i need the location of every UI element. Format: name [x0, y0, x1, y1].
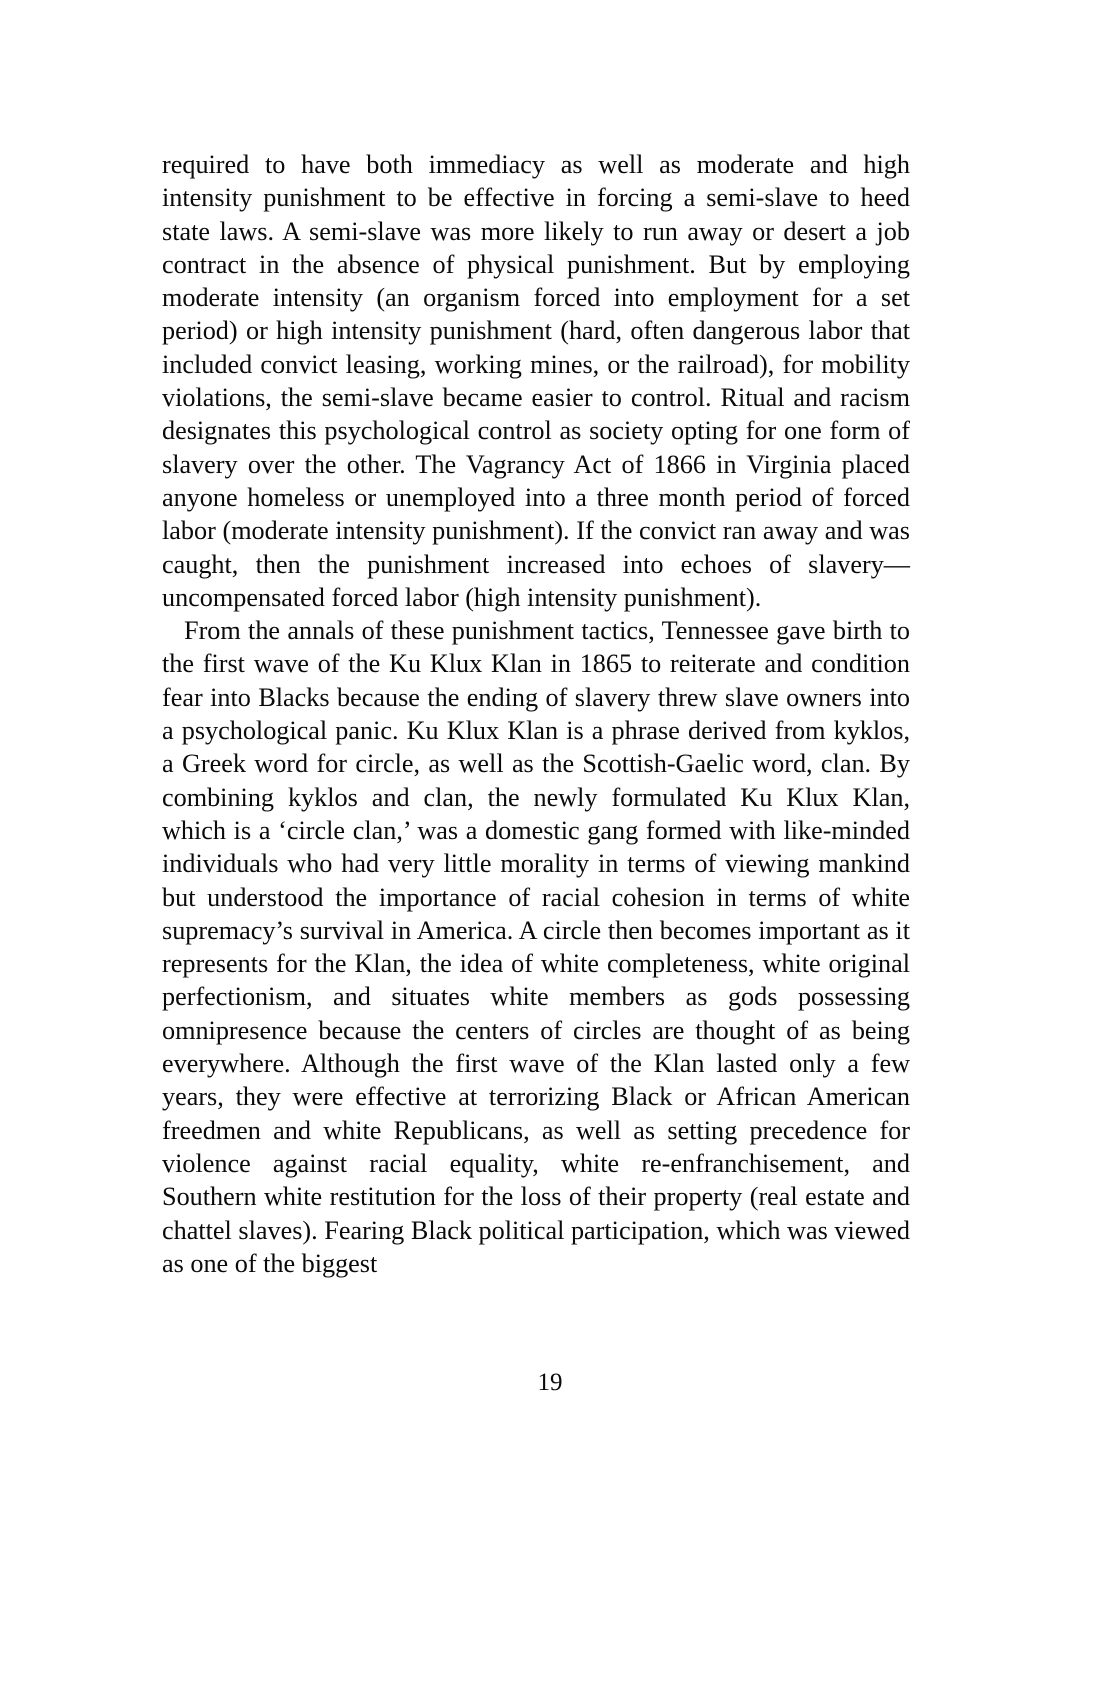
- page-number: 19: [537, 1369, 563, 1396]
- paragraph-klan-origins: From the annals of these punishment tactics, Tennessee gave birth to the first wave of the Ku Klux Klan in 1865 to reiterate and condition fear into Blacks because the ending of slavery threw slave owners into a psychological panic. Ku Klux Klan is a phrase derived from kyklos, a Greek word for circle, as well as the Scottish-Gaelic word, clan. By combining kyklos and clan, the newly formulated Ku Klux Klan, which is a ‘circle clan,’ was a domestic gang formed with like-minded individuals who had very little morality in terms of viewing mankind but understood the importance of racial cohesion in terms of white supremacy’s survival in America. A circle then becomes important as it represents for the Klan, the idea of white completeness, white original perfectionism, and situates white members as gods possessing omnipresence because the centers of circles are thought of as being everywhere. Although the first wave of the Klan lasted only a few years, they were effective at terrorizing Black or African American freedmen and white Republicans, as well as setting precedence for violence against racial equality, white re-enfranchisement, and Southern white restitution for the loss of their property (real estate and chattel slaves). Fearing Black political participation, which was viewed as one of the biggest: [162, 616, 910, 1278]
- page-body-text: [162, 148, 910, 1280]
- paragraph-punishment-intensity: required to have both immediacy as well as moderate and high intensity punishment to be effective in forcing a semi-slave to heed state laws. A semi-slave was more likely to run away or desert a job contract in the absence of physical punishment. But by employing moderate intensity (an organism forced into employment for a set period) or high intensity punishment (hard, often dangerous labor that included convict leasing, working mines, or the railroad), for mobility violations, the semi-slave became easier to control. Ritual and racism designates this psychological control as society opting for one form of slavery over the other. The Vagrancy Act of 1866 in Virginia placed anyone homeless or unemployed into a three month period of forced labor (moderate intensity punishment). If the convict ran away and was caught, then the punishment increased into echoes of slavery—uncompensated forced labor (high intensity punishment).: [162, 150, 910, 612]
